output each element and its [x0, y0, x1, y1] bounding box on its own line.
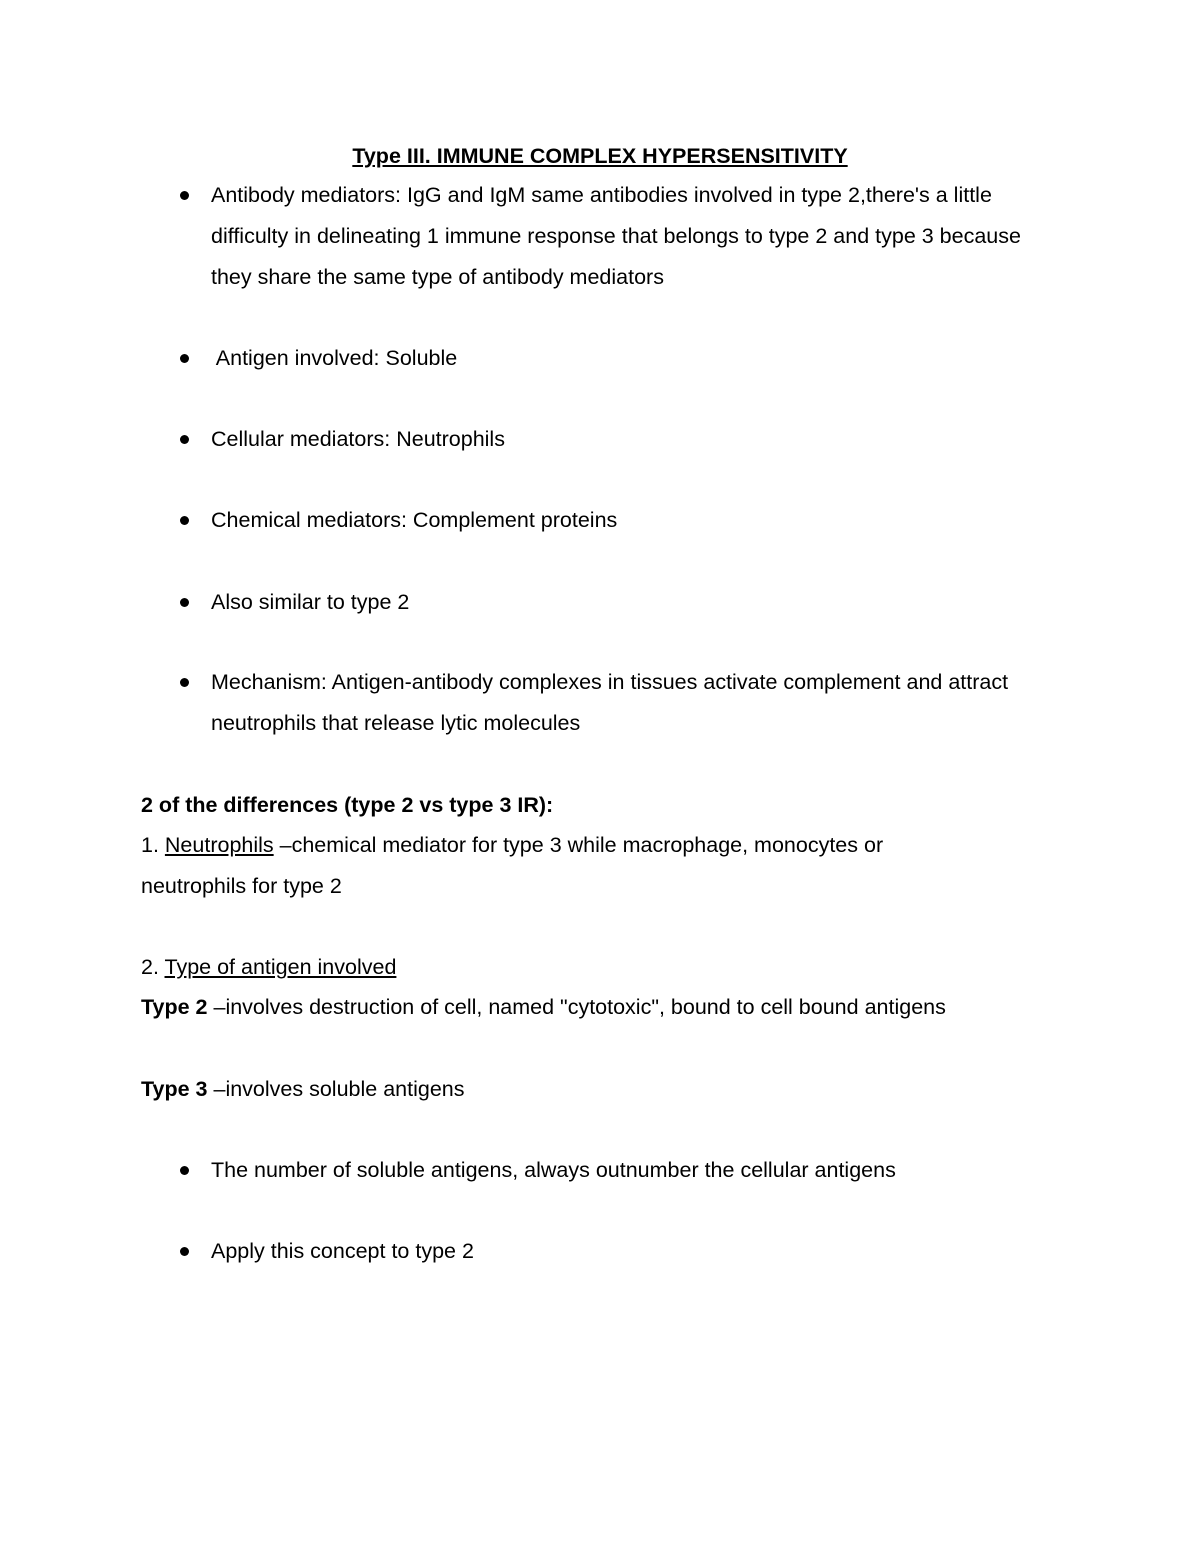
bullet-dot-icon — [180, 516, 189, 525]
bullet-dot-icon — [180, 678, 189, 687]
bullet-item-antibody-mediators — [178, 175, 1058, 298]
difference-item-2 — [141, 947, 1091, 988]
bullet-list-mechanism — [178, 662, 1048, 744]
bullet-list-antigen — [178, 338, 1078, 379]
bullet-text: Apply this concept to type 2 — [211, 1239, 474, 1263]
type2-description — [141, 987, 1091, 1028]
difference-term: Type of antigen involved — [164, 955, 397, 979]
bullet-text: Antibody mediators: IgG and IgM same antibodies involved in type 2,there's a little difficulty in delineating 1 immune response that belongs to type 2 and type 3 because they share the same type of antibody mediators — [211, 183, 1021, 289]
bullet-dot-icon — [180, 191, 189, 200]
difference-term: Neutrophils — [164, 833, 274, 857]
bullet-list-chemical — [178, 500, 1078, 541]
bullet-item-mechanism — [178, 662, 1048, 744]
difference-number: 1. — [141, 833, 165, 857]
bullet-dot-icon — [180, 598, 189, 607]
type2-text: –involves destruction of cell, named "cytotoxic", bound to cell bound antigens — [207, 995, 946, 1019]
bullet-item-apply-concept — [178, 1231, 1078, 1272]
type2-label: Type 2 — [141, 995, 208, 1019]
bullet-item-chemical-mediators — [178, 500, 1078, 541]
difference-item-1 — [141, 825, 971, 907]
bullet-text: The number of soluble antigens, always outnumber the cellular antigens — [211, 1158, 896, 1182]
bullet-item-cellular-mediators — [178, 419, 1078, 460]
bullet-list-cellular — [178, 419, 1078, 460]
bullet-list-similar — [178, 582, 1078, 623]
type3-text: –involves soluble antigens — [207, 1077, 465, 1101]
bullet-dot-icon — [180, 1247, 189, 1256]
bullet-dot-icon — [180, 435, 189, 444]
bullet-text: Antigen involved: Soluble — [211, 346, 458, 370]
bullet-text: Also similar to type 2 — [211, 590, 410, 614]
type3-label: Type 3 — [141, 1077, 208, 1101]
type3-description — [141, 1069, 1091, 1110]
bullet-text: Cellular mediators: Neutrophils — [211, 427, 505, 451]
differences-heading: 2 of the differences (type 2 vs type 3 IR): — [141, 793, 554, 817]
bullet-dot-icon — [180, 354, 189, 363]
bullet-dot-icon — [180, 1166, 189, 1175]
document-title: Type III. IMMUNE COMPLEX HYPERSENSITIVITY — [352, 144, 848, 168]
bullet-item-antigen-involved — [178, 338, 1078, 379]
bullet-item-similar-type2 — [178, 582, 1078, 623]
bullet-list-top — [178, 175, 1058, 298]
difference-text: –chemical mediator for type 3 while macrophage, monocytes or neutrophils for type 2 — [141, 833, 884, 898]
difference-number: 2. — [141, 955, 165, 979]
bullet-text: Chemical mediators: Complement proteins — [211, 508, 618, 532]
bullet-list-soluble — [178, 1150, 1078, 1191]
bullet-item-soluble-outnumber — [178, 1150, 1078, 1191]
bullet-list-apply — [178, 1231, 1078, 1272]
bullet-text: Mechanism: Antigen-antibody complexes in tissues activate complement and attract neutrophils that release lytic molecules — [211, 670, 1009, 735]
